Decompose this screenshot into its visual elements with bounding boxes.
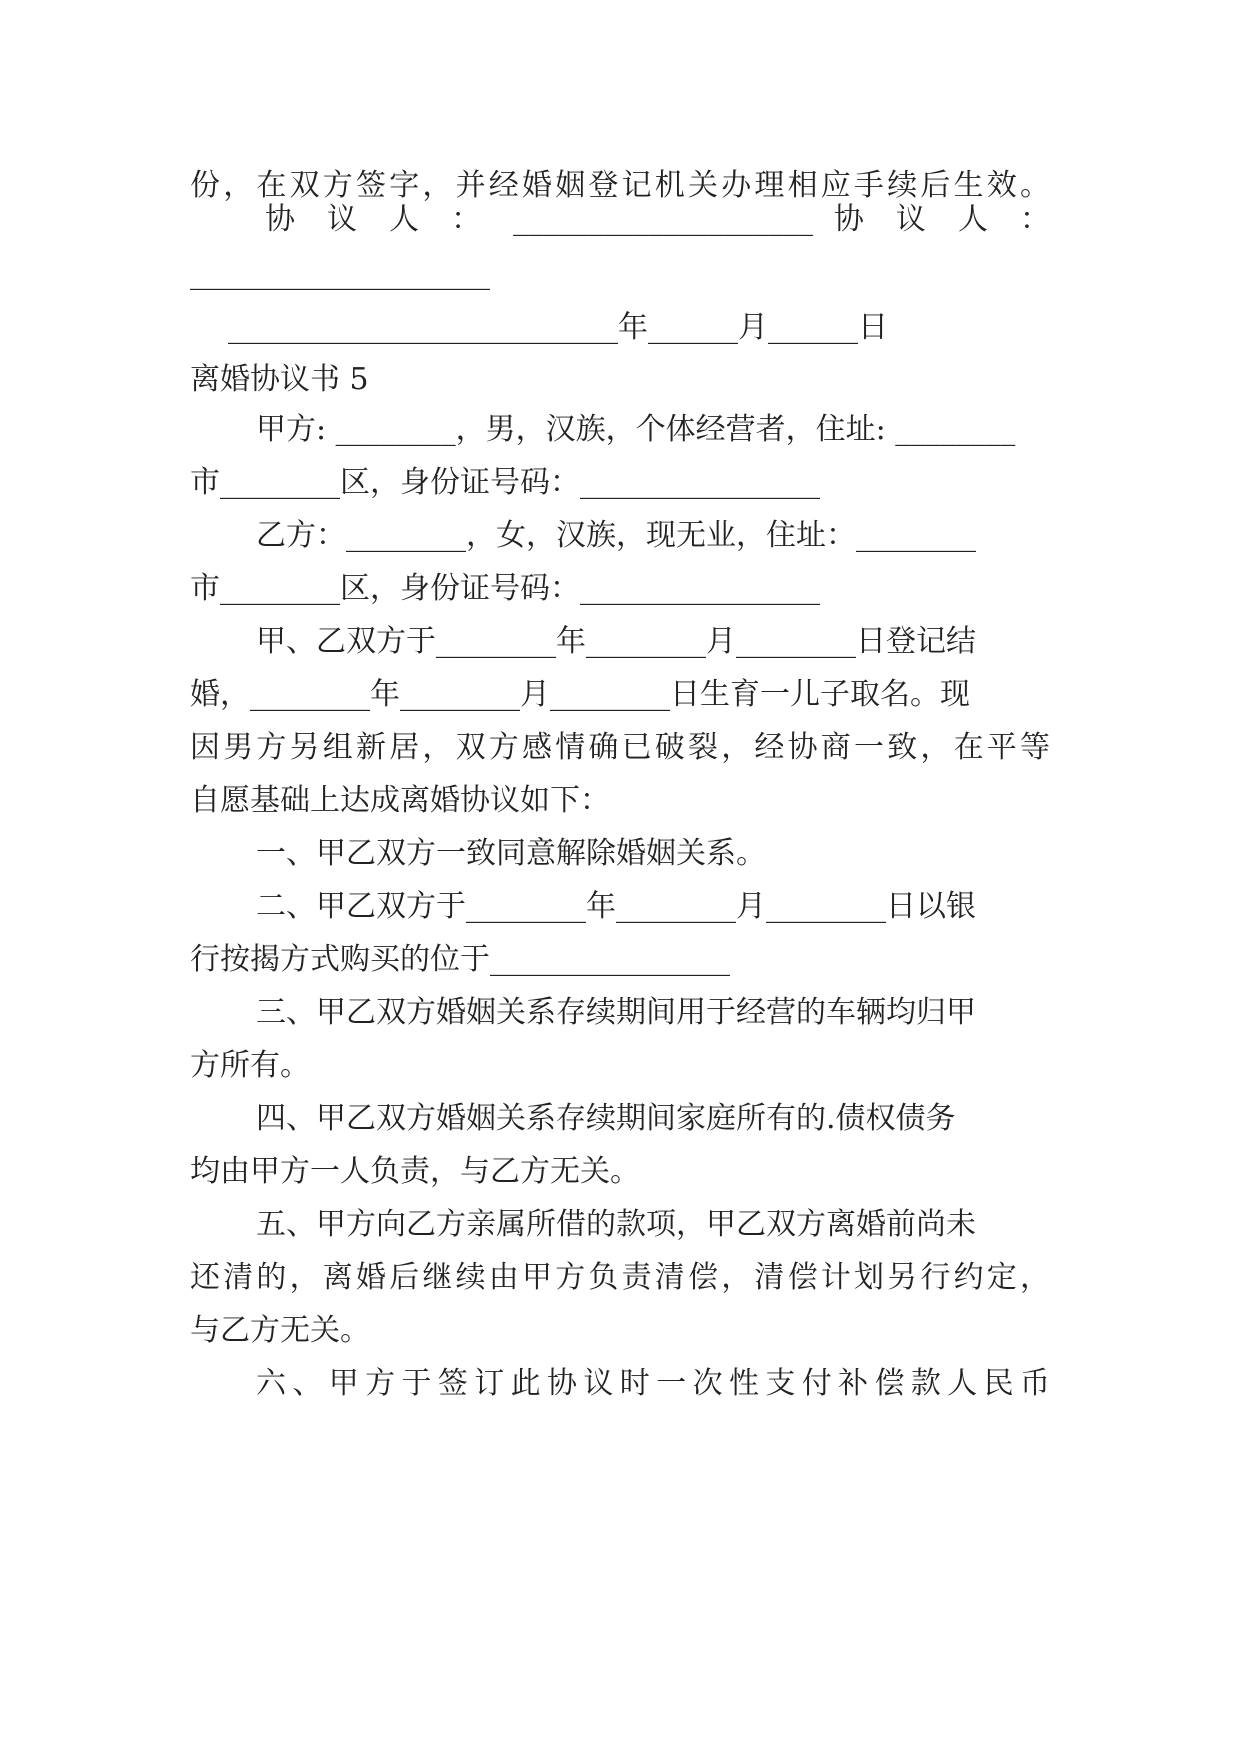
clause-line: 二、甲乙双方于________年________月________日以银 (256, 889, 976, 924)
party-b-line: 乙方：________，女，汉族，现无业，住址：________ (256, 518, 976, 553)
text-line: 均由甲方一人负责，与乙方无关。 (190, 1154, 640, 1189)
clause-line: 三、甲乙双方婚姻关系存续期间用于经营的车辆均归甲 (256, 995, 976, 1030)
text-line: 还清的，离婚后继续由甲方负责清偿，清偿计划另行约定， (190, 1260, 1050, 1295)
text-line: 婚，________年________月________日生育一儿子取名。现 (190, 677, 970, 712)
date-line: __________________________年______月______日 (228, 310, 888, 345)
clause-line: 五、甲方向乙方亲属所借的款项，甲乙双方离婚前尚未 (256, 1207, 976, 1242)
text-line: 与乙方无关。 (190, 1313, 370, 1348)
text-line: 方所有。 (190, 1048, 310, 1083)
signature-line: 协 议 人 ： ____________________ 协 议 人 ： (265, 202, 1050, 237)
clause-line: 六、甲方于签订此协议时一次性支付补偿款人民币 (256, 1366, 1050, 1401)
text-line: 行按揭方式购买的位于________________ (190, 942, 730, 977)
blank-underline-line: ____________________ (190, 256, 490, 291)
section-title: 离婚协议书 5 (190, 362, 369, 397)
text-line: 因男方另组新居，双方感情确已破裂，经协商一致，在平等 (190, 730, 1050, 765)
clause-line: 一、甲乙双方一致同意解除婚姻关系。 (256, 836, 766, 871)
text-line: 甲、乙双方于________年________月________日登记结 (256, 624, 976, 659)
party-a-line: 甲方: ________，男，汉族，个体经营者，住址: ________ (256, 412, 1016, 447)
party-a-id-line: 市________区，身份证号码：________________ (190, 465, 820, 500)
text-line: 自愿基础上达成离婚协议如下： (190, 783, 610, 818)
party-b-id-line: 市________区，身份证号码：________________ (190, 571, 820, 606)
text-line: 份，在双方签字，并经婚姻登记机关办理相应手续后生效。 (190, 168, 1050, 203)
clause-line: 四、甲乙双方婚姻关系存续期间家庭所有的.债权债务 (256, 1101, 956, 1136)
